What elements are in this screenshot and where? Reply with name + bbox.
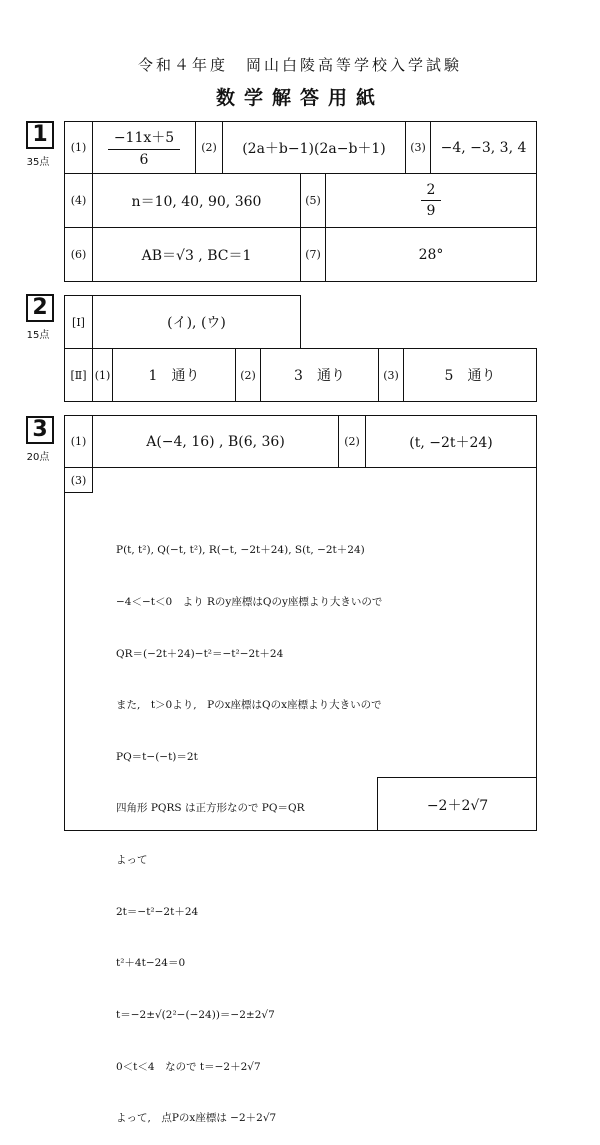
q2-part-1-box — [64, 295, 301, 349]
q3-row-2 — [65, 468, 536, 493]
q1-2-label: (2) — [196, 122, 223, 173]
q3-1-label: (1) — [65, 416, 93, 467]
solution-line: PQ＝t−(−t)＝2t — [116, 750, 198, 763]
q2-part-1-row — [65, 296, 300, 348]
question-1-answer-box — [64, 121, 537, 282]
q2-2-1-answer: 1 通り — [113, 349, 236, 401]
solution-line: 0＜t＜4 なので t＝−2＋2√7 — [116, 1060, 261, 1073]
answer-sheet-title: 数学解答用紙 — [215, 87, 384, 109]
q1-1-denominator: 6 — [139, 152, 149, 168]
q2-part-1-answer: (イ), (ウ) — [167, 315, 226, 331]
q1-7-answer: 28° — [418, 246, 444, 263]
q1-1-numerator: −11x＋5 — [108, 127, 180, 150]
question-1-points: 35点 — [26, 157, 50, 168]
solution-line: よって — [116, 854, 148, 867]
question-2-points: 15点 — [26, 330, 50, 341]
solution-line: t＝−2±√(2²−(−24))＝−2±2√7 — [116, 1008, 275, 1021]
question-3-number: 3 — [26, 416, 54, 444]
q3-row-1 — [65, 416, 536, 468]
q1-7-label: (7) — [301, 228, 326, 281]
question-2-number: 2 — [26, 294, 54, 322]
q1-5-numerator: 2 — [421, 182, 442, 201]
question-1-number: 1 — [26, 121, 54, 149]
q1-6-label: (6) — [65, 228, 93, 281]
q1-5-answer — [326, 174, 536, 227]
q2-part-2-label: [Ⅱ] — [65, 349, 93, 401]
q1-5-denominator: 9 — [426, 203, 436, 219]
q2-2-2-answer: 3 通り — [261, 349, 379, 401]
q1-4-label: (4) — [65, 174, 93, 227]
q3-3-solution — [116, 508, 382, 1145]
q2-2-1-label: (1) — [93, 349, 113, 401]
q2-2-3-answer: 5 通り — [444, 368, 496, 384]
q1-2-answer: (2a＋b−1)(2a−b＋1) — [223, 122, 406, 173]
solution-line: また, t＞0より, Pのx座標はQのx座標より大きいので — [116, 699, 382, 712]
solution-line: 四角形 PQRS は正方形なので PQ＝QR — [116, 802, 305, 815]
q1-5-label: (5) — [301, 174, 326, 227]
q1-4-answer: n＝10, 40, 90, 360 — [93, 174, 301, 227]
q1-5-fraction — [421, 182, 442, 219]
solution-line: −4＜−t＜0 より Rのy座標はQのy座標より大きいので — [116, 596, 383, 609]
exam-title: 令和４年度 岡山白陵高等学校入学試験 — [137, 56, 462, 74]
solution-line: P(t, t²), Q(−t, t²), R(−t, −2t＋24), S(t, −2t＋24) — [116, 544, 365, 557]
q2-2-2-label: (2) — [236, 349, 261, 401]
q1-1-fraction — [108, 127, 180, 168]
q2-part-1-label: [Ⅰ] — [65, 296, 93, 348]
q1-1-answer — [93, 122, 196, 173]
q1-3-answer: −4, −3, 3, 4 — [440, 139, 527, 156]
q3-3-final-answer-box — [377, 777, 537, 831]
q2-2-3-label: (3) — [379, 349, 404, 401]
question-3-points: 20点 — [26, 452, 50, 463]
q1-row-2 — [65, 174, 536, 228]
q2-part-2-box — [64, 348, 537, 402]
solution-line: よって, 点Pのx座標は −2＋2√7 — [116, 1112, 277, 1125]
q3-2-label: (2) — [339, 416, 366, 467]
q1-row-1 — [65, 122, 536, 174]
q3-1-answer: A(−4, 16) , B(6, 36) — [93, 416, 339, 467]
solution-line: QR＝(−2t＋24)−t²＝−t²−2t＋24 — [116, 647, 284, 660]
q3-3-final-answer: −2＋2√7 — [426, 797, 489, 814]
solution-line: t²＋4t−24＝0 — [116, 957, 186, 970]
q3-3-label: (3) — [65, 468, 93, 493]
q1-6-answer: AB＝√3 , BC＝1 — [93, 228, 301, 281]
q1-1-label: (1) — [65, 122, 93, 173]
q3-2-answer: (t, −2t＋24) — [409, 434, 493, 451]
q1-3-label: (3) — [406, 122, 431, 173]
q2-part-2-row — [65, 349, 536, 401]
solution-line: 2t＝−t²−2t＋24 — [116, 905, 199, 918]
q1-row-3 — [65, 228, 536, 281]
